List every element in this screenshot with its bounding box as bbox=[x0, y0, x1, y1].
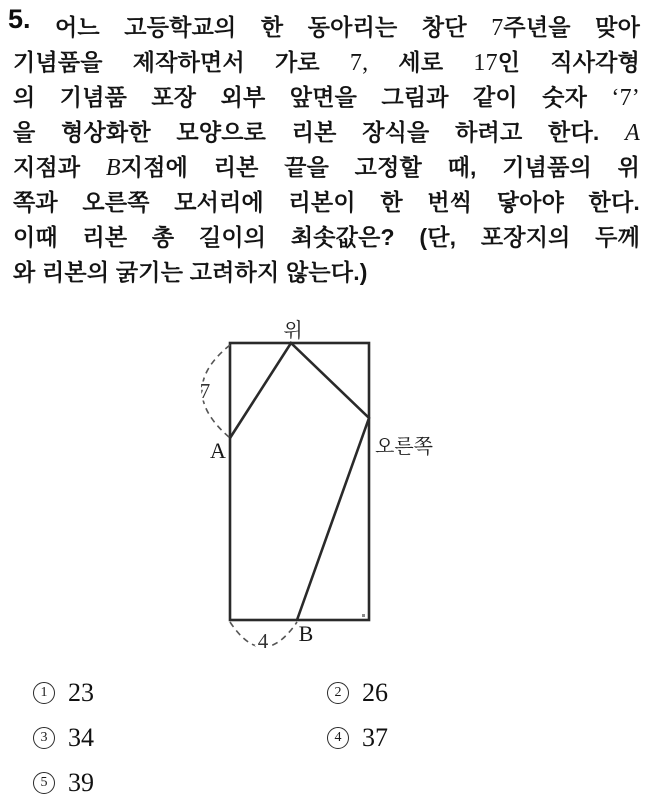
figure-point-b-label: B bbox=[298, 621, 314, 646]
problem-text-line bbox=[13, 185, 640, 220]
problem-text-line bbox=[13, 220, 640, 255]
choice-value: 34 bbox=[68, 723, 94, 752]
figure-svg bbox=[170, 315, 470, 660]
choice-value: 26 bbox=[362, 678, 388, 707]
choice-option-3[interactable] bbox=[33, 725, 94, 751]
problem-number: 5. bbox=[8, 4, 31, 34]
figure-dim-4-label: 4 bbox=[257, 629, 269, 653]
problem-text-line bbox=[13, 10, 640, 45]
text-segment-num: 7 bbox=[491, 15, 504, 41]
problem-text-line bbox=[13, 150, 640, 185]
text-segment-kr: 세로 bbox=[368, 49, 474, 75]
choice-value: 39 bbox=[68, 768, 94, 797]
choice-option-5[interactable] bbox=[33, 770, 94, 796]
text-segment-kr: 이때 리본 총 길이의 최솟값은? (단, 포장지의 두께 bbox=[13, 224, 640, 250]
text-segment-num: ‘7’ bbox=[611, 85, 640, 111]
problem-text-line bbox=[13, 80, 640, 115]
choice-marker-circle: 4 bbox=[327, 727, 349, 749]
choice-option-2[interactable] bbox=[327, 680, 388, 706]
text-segment-num: 7, bbox=[349, 50, 369, 76]
text-segment-var: A bbox=[625, 120, 640, 146]
figure-top-label: 위 bbox=[283, 320, 303, 342]
ribbon-path bbox=[230, 343, 369, 620]
figure-dim-7-label: 7 bbox=[199, 379, 211, 403]
text-segment-kr: 기념품을 제작하면서 가로 bbox=[13, 49, 350, 75]
choice-option-1[interactable] bbox=[33, 680, 94, 706]
text-segment-var: B bbox=[105, 155, 121, 181]
problem-text-line bbox=[13, 115, 640, 150]
package-rectangle bbox=[230, 343, 369, 620]
problem-text bbox=[13, 10, 640, 290]
choice-marker-circle: 1 bbox=[33, 682, 55, 704]
problem-lines bbox=[13, 10, 640, 290]
corner-mark bbox=[362, 614, 365, 617]
text-segment-kr: 와 리본의 굵기는 고려하지 않는다.) bbox=[13, 259, 368, 285]
choice-marker-circle: 3 bbox=[33, 727, 55, 749]
choice-value: 37 bbox=[362, 723, 388, 752]
problem-text-line bbox=[13, 255, 640, 290]
text-segment-kr: 의 기념품 포장 외부 앞면을 그림과 같이 숫자 bbox=[13, 84, 612, 110]
text-segment-kr: 인 직사각형 bbox=[497, 49, 640, 75]
figure-diagram bbox=[170, 315, 470, 660]
choice-option-4[interactable] bbox=[327, 725, 388, 751]
text-segment-kr: 지점과 bbox=[13, 154, 106, 180]
choice-value: 23 bbox=[68, 678, 94, 707]
text-segment-kr: 주년을 맞아 bbox=[503, 14, 640, 40]
choice-marker-circle: 5 bbox=[33, 772, 55, 794]
figure-point-a-label: A bbox=[210, 438, 226, 463]
problem-text-line bbox=[13, 45, 640, 80]
text-segment-kr: 쪽과 오른쪽 모서리에 리본이 한 번씩 닿아야 한다. bbox=[13, 189, 640, 215]
text-segment-kr: 을 형상화한 모양으로 리본 장식을 하려고 한다. bbox=[13, 119, 626, 145]
text-segment-kr: 어느 고등학교의 한 동아리는 창단 bbox=[55, 14, 492, 40]
text-segment-kr: 지점에 리본 끝을 고정할 때, 기념품의 위 bbox=[120, 154, 640, 180]
choice-marker-circle: 2 bbox=[327, 682, 349, 704]
figure-right-label: 오른쪽 bbox=[375, 436, 433, 458]
text-segment-num: 17 bbox=[473, 50, 498, 76]
